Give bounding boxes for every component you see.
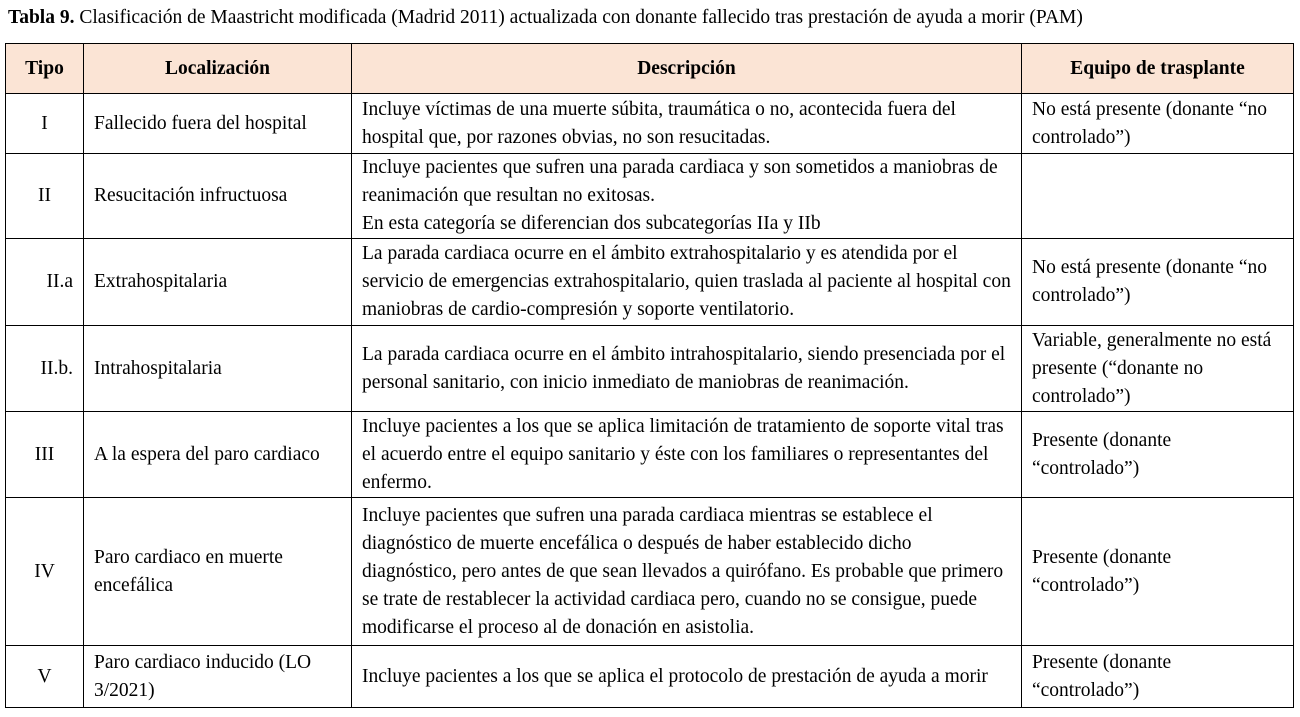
cell-tipo: I <box>6 94 84 154</box>
header-equipo: Equipo de trasplante <box>1022 44 1294 94</box>
cell-equipo: Presente (donante “controlado”) <box>1022 646 1294 708</box>
cell-equipo: No está presente (donante “no controlado”) <box>1022 94 1294 154</box>
cell-tipo: III <box>6 412 84 498</box>
cell-descripcion-line: Incluye pacientes que sufren una parada cardiaca y son sometidos a maniobras de reanimación que resultan no exitosas. <box>362 157 998 206</box>
cell-tipo: V <box>6 646 84 708</box>
cell-equipo: Presente (donante “controlado”) <box>1022 412 1294 498</box>
table-row <box>6 326 1294 412</box>
cell-descripcion <box>352 154 1022 239</box>
cell-equipo: No está presente (donante “no controlado”) <box>1022 239 1294 326</box>
header-localizacion: Localización <box>84 44 352 94</box>
table-row <box>6 239 1294 326</box>
table-header-row <box>6 44 1294 94</box>
cell-tipo: II.a <box>6 239 84 326</box>
cell-localizacion: Paro cardiaco en muerte encefálica <box>84 498 352 646</box>
cell-descripcion: Incluye pacientes que sufren una parada cardiaca mientras se establece el diagnóstico de muerte encefálica o después de haber establecido dicho diagnóstico, pero antes de que sean llevados a quirófano. Es probable que primero se trate de restablecer la actividad cardiaca pero, cuando no se consigue, puede modificarse el proceso al de donación en asistolia. <box>352 498 1022 646</box>
cell-tipo: II.b. <box>6 326 84 412</box>
cell-descripcion: Incluye pacientes a los que se aplica limitación de tratamiento de soporte vital tras el acuerdo entre el equipo sanitario y éste con los familiares o representantes del enfermo. <box>352 412 1022 498</box>
table-caption <box>8 6 1083 30</box>
header-descripcion: Descripción <box>352 44 1022 94</box>
cell-localizacion: Intrahospitalaria <box>84 326 352 412</box>
table-row <box>6 154 1294 239</box>
cell-equipo: Variable, generalmente no está presente (“donante no controlado”) <box>1022 326 1294 412</box>
table-row <box>6 646 1294 708</box>
caption-text: Clasificación de Maastricht modificada (Madrid 2011) actualizada con donante fallecido tras prestación de ayuda a morir (PAM) <box>74 7 1083 28</box>
cell-tipo: IV <box>6 498 84 646</box>
cell-localizacion: Resucitación infructuosa <box>84 154 352 239</box>
cell-descripcion: Incluye pacientes a los que se aplica el protocolo de prestación de ayuda a morir <box>352 646 1022 708</box>
maastricht-classification-table <box>5 43 1294 708</box>
cell-localizacion: Paro cardiaco inducido (LO 3/2021) <box>84 646 352 708</box>
cell-descripcion: La parada cardiaca ocurre en el ámbito intrahospitalario, siendo presenciada por el personal sanitario, con inicio inmediato de maniobras de reanimación. <box>352 326 1022 412</box>
caption-label: Tabla 9. <box>8 7 75 28</box>
header-tipo: Tipo <box>6 44 84 94</box>
table-row <box>6 412 1294 498</box>
cell-equipo: Presente (donante “controlado”) <box>1022 498 1294 646</box>
table-row <box>6 498 1294 646</box>
cell-descripcion-line: En esta categoría se diferencian dos subcategorías IIa y IIb <box>362 213 821 234</box>
cell-localizacion: Extrahospitalaria <box>84 239 352 326</box>
cell-descripcion: La parada cardiaca ocurre en el ámbito extrahospitalario y es atendida por el servicio de emergencias extrahospitalario, quien traslada al paciente al hospital con maniobras de cardio-compresión y soporte ventilatorio. <box>352 239 1022 326</box>
cell-localizacion: A la espera del paro cardiaco <box>84 412 352 498</box>
cell-localizacion: Fallecido fuera del hospital <box>84 94 352 154</box>
cell-descripcion: Incluye víctimas de una muerte súbita, traumática o no, acontecida fuera del hospital que, por razones obvias, no son resucitadas. <box>352 94 1022 154</box>
cell-equipo <box>1022 154 1294 239</box>
table-row <box>6 94 1294 154</box>
cell-tipo: II <box>6 154 84 239</box>
